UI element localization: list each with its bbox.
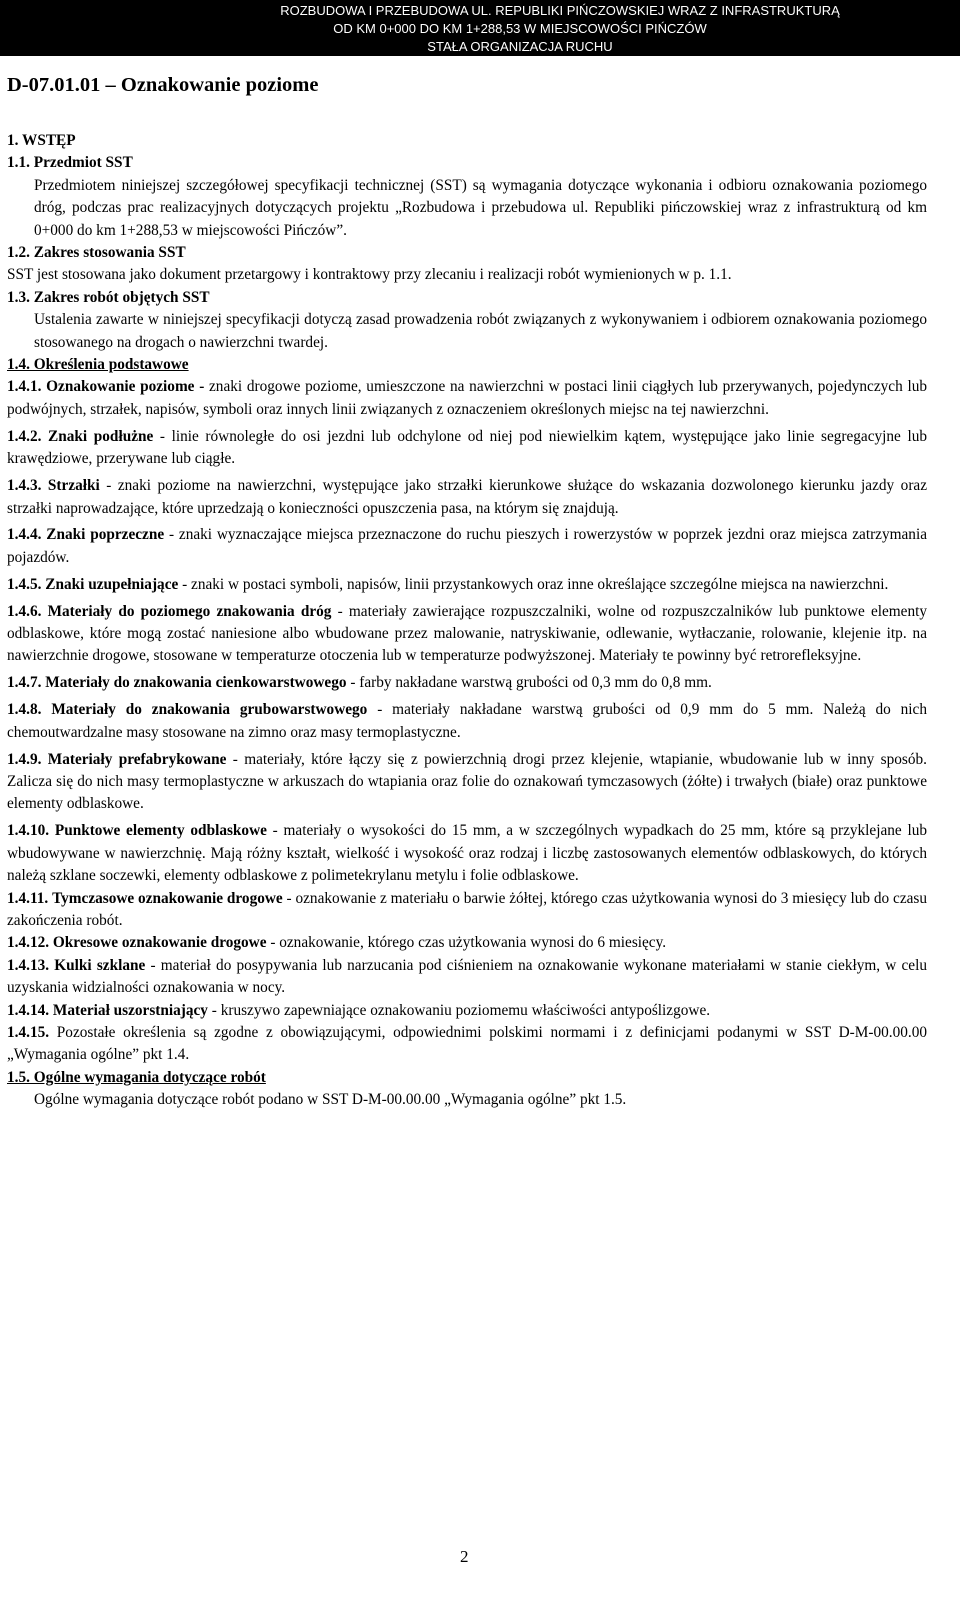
definition-text: znaki drogowe poziome, umieszczone na nawierzchni w postaci linii ciągłych lub przerywanych, pojedynczych lub podwójnych, strzałek, napisów, symboli oraz innych linii związanych z oznaczeniem określonych miejsc na tej nawierzchni. bbox=[7, 378, 927, 418]
definition-number: 1.4.10. bbox=[7, 822, 50, 840]
definition-text: - linie równoległe do osi jezdni lub odchylone od niej pod niewielkim kątem, występujące jako linie segregacyjne lub krawędziowe, przerywane lub ciągłe. bbox=[7, 427, 928, 468]
definition-text: - materiały zawierające rozpuszczalniki, wolne od rozpuszczalników lub punktowe elementy odblaskowe, które mogą zostać naniesione albo wbudowane przez malowanie, natryskiwanie, odlewanie, wytłaczanie, rolowanie, klejenie itp. na nawierzchnie drogowe, stosowane w temperaturze otoczenia lub w temperaturze podwyższonej. Materiały te powinny być retrorefleksyjne. bbox=[7, 602, 928, 665]
definition-number: 1.4.13. bbox=[7, 956, 50, 974]
definition-number: 1.4.7. bbox=[7, 674, 42, 692]
definition-term: Tymczasowe oznakowanie drogowe bbox=[52, 889, 283, 907]
definition-9 bbox=[7, 749, 927, 816]
definition-13 bbox=[7, 955, 927, 1000]
definition-term: Materiały prefabrykowane bbox=[47, 750, 227, 768]
definition-text: - znaki poziome na nawierzchni, występujące jako strzałki kierunkowe służące do wskazania dozwolonego kierunku jazdy oraz strzałki naprowadzające, które uprzedzają o konieczności opuszczenia pasa, na którym się znajdują. bbox=[7, 477, 927, 517]
definition-1 bbox=[7, 376, 927, 421]
section-1-3-heading: 1.3. Zakres robót objętych SST bbox=[7, 288, 210, 306]
definition-6 bbox=[7, 601, 927, 668]
page-number: 2 bbox=[460, 1547, 469, 1566]
definition-text: - materiały, które łączy się z powierzchnią drogi przez klejenie, wtapianie, wbudowanie lub w inny sposób. Zalicza się do nich masy termoplastyczne w arkuszach do wtapiania oraz folie do oznakowań tymczasowych (żółte) i trwałych (białe) oraz punktowe elementy odblaskowe. bbox=[7, 750, 928, 813]
definition-term: Materiały do znakowania cienkowarstwowego bbox=[45, 674, 347, 692]
definition-number: 1.4.1. bbox=[7, 378, 42, 396]
section-1-5-text: Ogólne wymagania dotyczące robót podano w SST D-M-00.00.00 „Wymagania ogólne” pkt 1.5. bbox=[34, 1091, 627, 1109]
definition-term: Znaki poprzeczne bbox=[46, 526, 165, 544]
section-1-5-heading: 1.5. Ogólne wymagania dotyczące robót bbox=[7, 1068, 266, 1086]
definition-5 bbox=[7, 574, 927, 596]
definition-number: 1.4.3. bbox=[7, 477, 42, 495]
definition-8 bbox=[7, 699, 927, 744]
definition-text: Pozostałe określenia są zgodne z obowiązującymi, odpowiednimi polskimi normami i z definicjami podanymi w SST D-M-00.00.00 „Wymagania ogólne” pkt 1.4. bbox=[7, 1023, 927, 1064]
definition-term: Punktowe elementy odblaskowe bbox=[54, 822, 267, 840]
definition-2 bbox=[7, 426, 927, 471]
definition-text: - materiały nakładane warstwą grubości od 0,9 mm do 5 mm. Należą do nich chemoutwardzalne masy stosowane na zimno oraz masy termoplastyczne. bbox=[7, 701, 927, 741]
definition-number: 1.4.8. bbox=[7, 701, 42, 719]
definition-number: 1.4.5. bbox=[7, 575, 42, 593]
definition-text: - farby nakładane warstwą grubości od 0,3 mm do 0,8 mm. bbox=[346, 674, 712, 692]
definition-text: - oznakowanie z materiału o barwie żółtej, którego czas użytkowania wynosi do 3 miesięcy lub do czasu zakończenia robót. bbox=[7, 889, 927, 929]
definition-3 bbox=[7, 475, 927, 520]
document-title: D-07.01.01 – Oznakowanie poziome bbox=[7, 74, 319, 96]
definition-15 bbox=[7, 1022, 927, 1067]
definition-number: 1.4.2. bbox=[7, 427, 42, 445]
section-1-2-heading: 1.2. Zakres stosowania SST bbox=[7, 244, 186, 262]
definition-number: 1.4.4. bbox=[7, 526, 42, 544]
definition-text: - kruszywo zapewniające oznakowaniu poziomemu właściwości antypoślizgowe. bbox=[207, 1001, 711, 1019]
definition-term: Kulki szklane bbox=[54, 956, 146, 974]
definition-number: 1.4.12. bbox=[7, 934, 50, 952]
definition-11 bbox=[7, 888, 927, 933]
definition-term: Materiały do znakowania grubowarstwowego bbox=[51, 701, 368, 719]
definition-number: 1.4.14. bbox=[7, 1001, 50, 1019]
definition-term: Strzałki bbox=[47, 477, 100, 495]
document-body bbox=[7, 130, 927, 1112]
section-1-4-heading: 1.4. Określenia podstawowe bbox=[7, 356, 189, 374]
definition-14 bbox=[7, 1000, 927, 1022]
definition-number: 1.4.11. bbox=[7, 889, 49, 907]
section-1-1-text: Przedmiotem niniejszej szczegółowej specyfikacji technicznej (SST) są wymagania dotyczące wykonania i odbioru oznakowania poziomego dróg, podczas prac realizacyjnych dotyczących projektu „Rozbudowa i przebudowa ul. Republiki pińczowskiej wraz z infrastrukturą od km 0+000 do km 1+288,53 w miejscowości Pińczów”. bbox=[34, 176, 927, 239]
definition-4 bbox=[7, 524, 927, 569]
definition-term: Znaki podłużne bbox=[48, 427, 154, 445]
definition-term: Znaki uzupełniające bbox=[45, 575, 179, 593]
definition-number: 1.4.15. bbox=[7, 1023, 50, 1041]
definition-text: - znaki w postaci symboli, napisów, linii przystankowych oraz inne określające szczególne miejsca na nawierzchni. bbox=[178, 575, 889, 593]
definition-12 bbox=[7, 932, 927, 954]
definition-7 bbox=[7, 672, 927, 694]
section-1-2-text: SST jest stosowana jako dokument przetargowy i kontraktowy przy zlecaniu i realizacji robót wymienionych w p. 1.1. bbox=[7, 266, 732, 284]
document-header bbox=[0, 0, 960, 56]
definition-number: 1.4.6. bbox=[7, 602, 42, 620]
definition-10 bbox=[7, 820, 927, 887]
definition-text: - materiały o wysokości do 15 mm, a w szczególnych wypadkach do 25 mm, które są przyklejane lub wbudowywane w nawierzchnię. Mają różny kształt, wielkość i wysokość oraz rodzaj i liczbę zastosowanych elementów odblaskowych, do których należą szklane soczewki, elementy odblaskowe z polimetekrylanu metylu i folie odblaskowe. bbox=[7, 822, 927, 885]
definition-text: - oznakowanie, którego czas użytkowania wynosi do 6 miesięcy. bbox=[266, 934, 667, 952]
header-line-3: STAŁA ORGANIZACJA RUCHU bbox=[427, 39, 613, 54]
definition-term: Okresowe oznakowanie drogowe bbox=[52, 934, 267, 952]
section-1-heading: 1. WSTĘP bbox=[7, 132, 76, 149]
definition-number: 1.4.9. bbox=[7, 750, 42, 768]
section-1-1-heading: 1.1. Przedmiot SST bbox=[7, 154, 133, 172]
header-line-2: OD KM 0+000 DO KM 1+288,53 W MIEJSCOWOŚCI PIŃCZÓW bbox=[333, 21, 707, 36]
definition-term: Materiały do poziomego znakowania dróg bbox=[47, 602, 332, 620]
definition-text: - znaki wyznaczające miejsca przeznaczone do ruchu pieszych i rowerzystów w poprzek jezdni oraz miejsca zatrzymania pojazdów. bbox=[7, 526, 927, 566]
definition-text: - materiał do posypywania lub narzucania pod ciśnieniem na oznakowanie wykonane materiałami w stanie ciekłym, w celu uzyskania widzialności oznakowania w nocy. bbox=[7, 956, 927, 997]
header-line-1: ROZBUDOWA I PRZEBUDOWA UL. REPUBLIKI PIŃCZOWSKIEJ WRAZ Z INFRASTRUKTURĄ bbox=[280, 3, 840, 18]
section-1-3-text: Ustalenia zawarte w niniejszej specyfikacji dotyczą zasad prowadzenia robót związanych z wykonywaniem i odbiorem oznakowania poziomego stosowanego na drogach o nawierzchni twardej. bbox=[34, 311, 927, 351]
definition-term: Oznakowanie poziome - bbox=[46, 378, 205, 396]
definition-term: Materiał uszorstniający bbox=[52, 1001, 208, 1019]
